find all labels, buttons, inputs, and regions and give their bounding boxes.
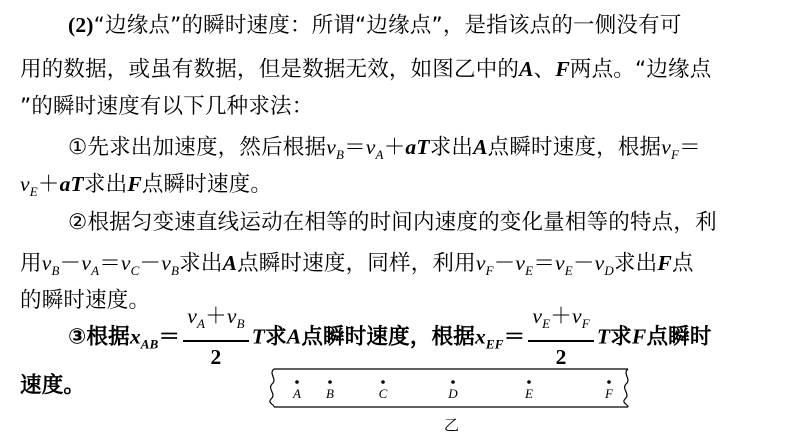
tape-label-e: E [525,386,533,401]
tape-label-a: A [293,386,301,401]
point-a-ref: A [473,135,488,159]
method1-line1 [68,133,701,169]
var-v: v [532,304,543,328]
tape-points [292,380,614,401]
para1-line2 [20,55,711,84]
equals: ＝ [99,251,121,275]
method2-text-a: ②根据匀变速直线运动在相等的时间内速度的变化量相等的特点，利 [68,210,717,235]
tape-dot-f [607,380,611,384]
var-v: v [515,251,526,275]
method1-text-d: 求出 [83,172,128,197]
figure-caption: 乙 [444,416,460,434]
denominator: 2 [555,345,567,369]
fraction-va-vb [183,303,249,372]
sub-b: B [335,147,345,162]
method2-text-b: 用 [20,251,42,276]
point-f-ref: F [657,251,672,275]
para1-line3 [20,93,313,121]
sub-f: F [581,316,590,331]
section-label: (2) [68,13,94,37]
tape-label-c: C [378,386,388,401]
para1-text-c: 两点。“边缘点 [569,57,712,82]
point-f-ref: F [127,172,142,196]
minus: － [139,251,162,275]
method3-text-a: ③根据 [68,324,130,350]
method1-line2 [20,170,272,206]
var-v: v [226,304,237,328]
method2-text-c: 求出 [179,251,223,276]
var-v: v [571,304,582,328]
method3-line2 [20,372,85,400]
point-a-ref: A [222,251,238,275]
point-a-ref: A [519,57,534,81]
sub-b: B [171,263,180,278]
sub-f: F [485,263,494,278]
sub-b: B [236,316,245,331]
var-v: v [20,172,30,196]
equals: ＝ [158,324,181,349]
minus: － [493,251,516,275]
var-x: x [129,324,141,349]
plus: ＋ [550,304,572,328]
method3-text-d: 求 [610,324,632,350]
tape-label-b: B [326,386,334,401]
sub-c: C [130,263,140,278]
var-v: v [475,251,486,275]
method2-line1 [68,209,717,237]
point-f-ref: F [631,324,647,349]
tape-dot-b [328,380,332,384]
sub-ab: AB [140,336,159,352]
method2-text-g: 的瞬时速度。 [20,288,151,313]
sub-a: A [375,147,384,162]
para1-line1 [68,11,682,40]
method3-text-b: 求 [265,324,287,350]
term-at: aT [405,135,430,159]
sub-a: A [91,263,100,278]
sub-d: D [604,263,614,278]
method3-text-e: 点瞬时 [646,324,712,350]
tape-dot-c [381,380,385,384]
tape-dot-a [295,380,299,384]
sub-ef: EF [485,336,504,352]
var-v: v [661,135,672,159]
term-at: aT [59,172,84,196]
var-v: v [161,251,171,275]
var-v: v [594,251,605,275]
tape-label-f: F [605,386,613,401]
tape-dot-d [451,380,455,384]
method2-text-d: 点瞬时速度，同样，利用 [237,251,476,276]
var-v: v [41,251,52,275]
sub-e: E [525,263,534,278]
sub-e: E [564,263,573,278]
sub-f: F [671,147,680,162]
equals: ＝ [679,135,701,159]
var-v: v [326,135,336,159]
para1-text-a: “边缘点”的瞬时速度：所谓“边缘点”，是指该点的一侧没有可 [93,13,682,38]
sub-a: A [196,316,206,331]
var-v: v [81,251,92,275]
point-a-ref: A [286,324,302,349]
var-x: x [474,324,486,349]
fraction-ve-vf [528,303,594,372]
tape-label-d: D [448,386,458,401]
method1-text-e: 点瞬时速度。 [141,172,273,197]
equals: ＝ [344,135,366,159]
equals: ＝ [503,324,526,349]
var-t: T [596,324,611,349]
tape-left-wavy-edge [270,369,274,407]
paper-tape-figure [266,365,636,411]
minus: － [59,251,82,275]
method1-text-b: 求出 [429,135,474,160]
minus: － [572,251,595,275]
sub-e: E [542,316,551,331]
tape-dot-e [527,380,531,384]
plus: ＋ [205,304,227,328]
para1-text-d: ”的瞬时速度有以下几种求法： [20,94,314,119]
sub-e: E [29,184,38,199]
tape-right-wavy-edge [624,369,628,407]
method2-text-e: 求出 [613,251,658,276]
point-f-ref: F [555,57,570,81]
method1-text-a: ①先求出加速度，然后根据 [68,135,327,160]
denominator: 2 [210,345,222,369]
plus: ＋ [383,135,406,159]
var-t: T [251,324,266,349]
equals: ＝ [533,251,556,275]
sub-b: B [51,263,60,278]
method2-text-f: 点 [671,251,694,276]
var-v: v [555,251,565,275]
para1-text-b: 用的数据，或虽有数据，但是数据无效，如图乙中的 [20,57,520,82]
var-v: v [187,304,197,328]
plus: ＋ [37,172,60,196]
method2-line2 [20,249,694,285]
separator: 、 [533,57,556,82]
method3-text-f: 速度。 [20,373,86,398]
method1-text-c: 点瞬时速度，根据 [487,135,662,160]
var-v: v [365,135,376,159]
method3-text-c: 点瞬时速度，根据 [301,324,475,350]
var-v: v [120,251,131,275]
